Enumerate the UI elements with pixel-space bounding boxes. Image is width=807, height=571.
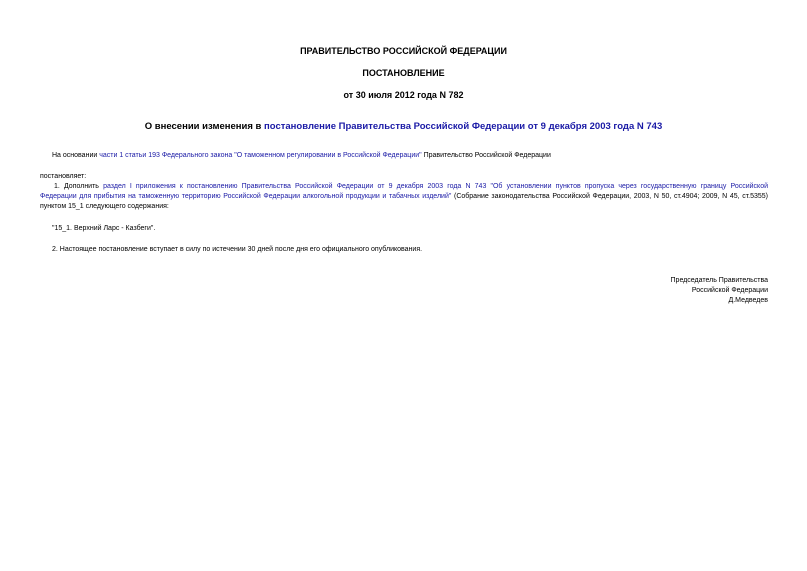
- title-amended-decree-link[interactable]: постановление Правительства Российской Федерации от 9 декабря 2003 года N 743: [264, 121, 663, 132]
- document-date-number: от 30 июля 2012 года N 782: [343, 90, 464, 100]
- basis-paragraph: [52, 151, 551, 161]
- item-2-paragraph: 2. Настоящее постановление вступает в силу по истечении 30 дней после дня его официального опубликования.: [52, 246, 423, 253]
- item-1-prefix: 1. Дополнить: [54, 183, 104, 190]
- signature-block: [671, 276, 768, 306]
- signature-position-line-2: Российской Федерации: [691, 287, 768, 294]
- title-prefix: О внесении изменения в: [144, 121, 265, 132]
- basis-suffix: Правительство Российской Федерации: [421, 152, 551, 159]
- item-1-line-2: [40, 192, 768, 202]
- document-type-heading: ПОСТАНОВЛЕНИЕ: [362, 68, 445, 78]
- item-1-line-3: пунктом 15_1 следующего содержания:: [40, 203, 169, 210]
- decrees-paragraph: постановляет:: [40, 173, 87, 180]
- item-1-line-1: [40, 182, 768, 192]
- item-1-quoted-text: "15_1. Верхний Ларс - Казбеги".: [52, 225, 156, 232]
- item-1-section-link-part-2[interactable]: Федерации для прибытия на таможенную территорию Российской Федерации алкогольной продукции и табачных изделий": [40, 193, 452, 200]
- document-title: [0, 121, 807, 132]
- item-1-source: (Собрание законодательства Российской Федерации, 2003, N 50, ст.4904; 2009, N 45, ст.5355): [451, 193, 768, 200]
- basis-prefix: На основании: [52, 152, 100, 159]
- item-1-paragraph: [40, 182, 768, 212]
- signature-position-line-1: Председатель Правительства: [670, 277, 768, 284]
- basis-law-link[interactable]: части 1 статьи 193 Федерального закона "О таможенном регулировании в Российской Федерации": [99, 152, 422, 159]
- signature-name: Д.Медведев: [728, 297, 768, 304]
- item-1-section-link-part-1[interactable]: раздел I приложения к постановлению Правительства Российской Федерации от 9 декабря 2003 года N 743 "Об установлении пунктов пропуска через государственную границу Российской: [103, 183, 768, 190]
- organization-heading: ПРАВИТЕЛЬСТВО РОССИЙСКОЙ ФЕДЕРАЦИИ: [300, 46, 507, 56]
